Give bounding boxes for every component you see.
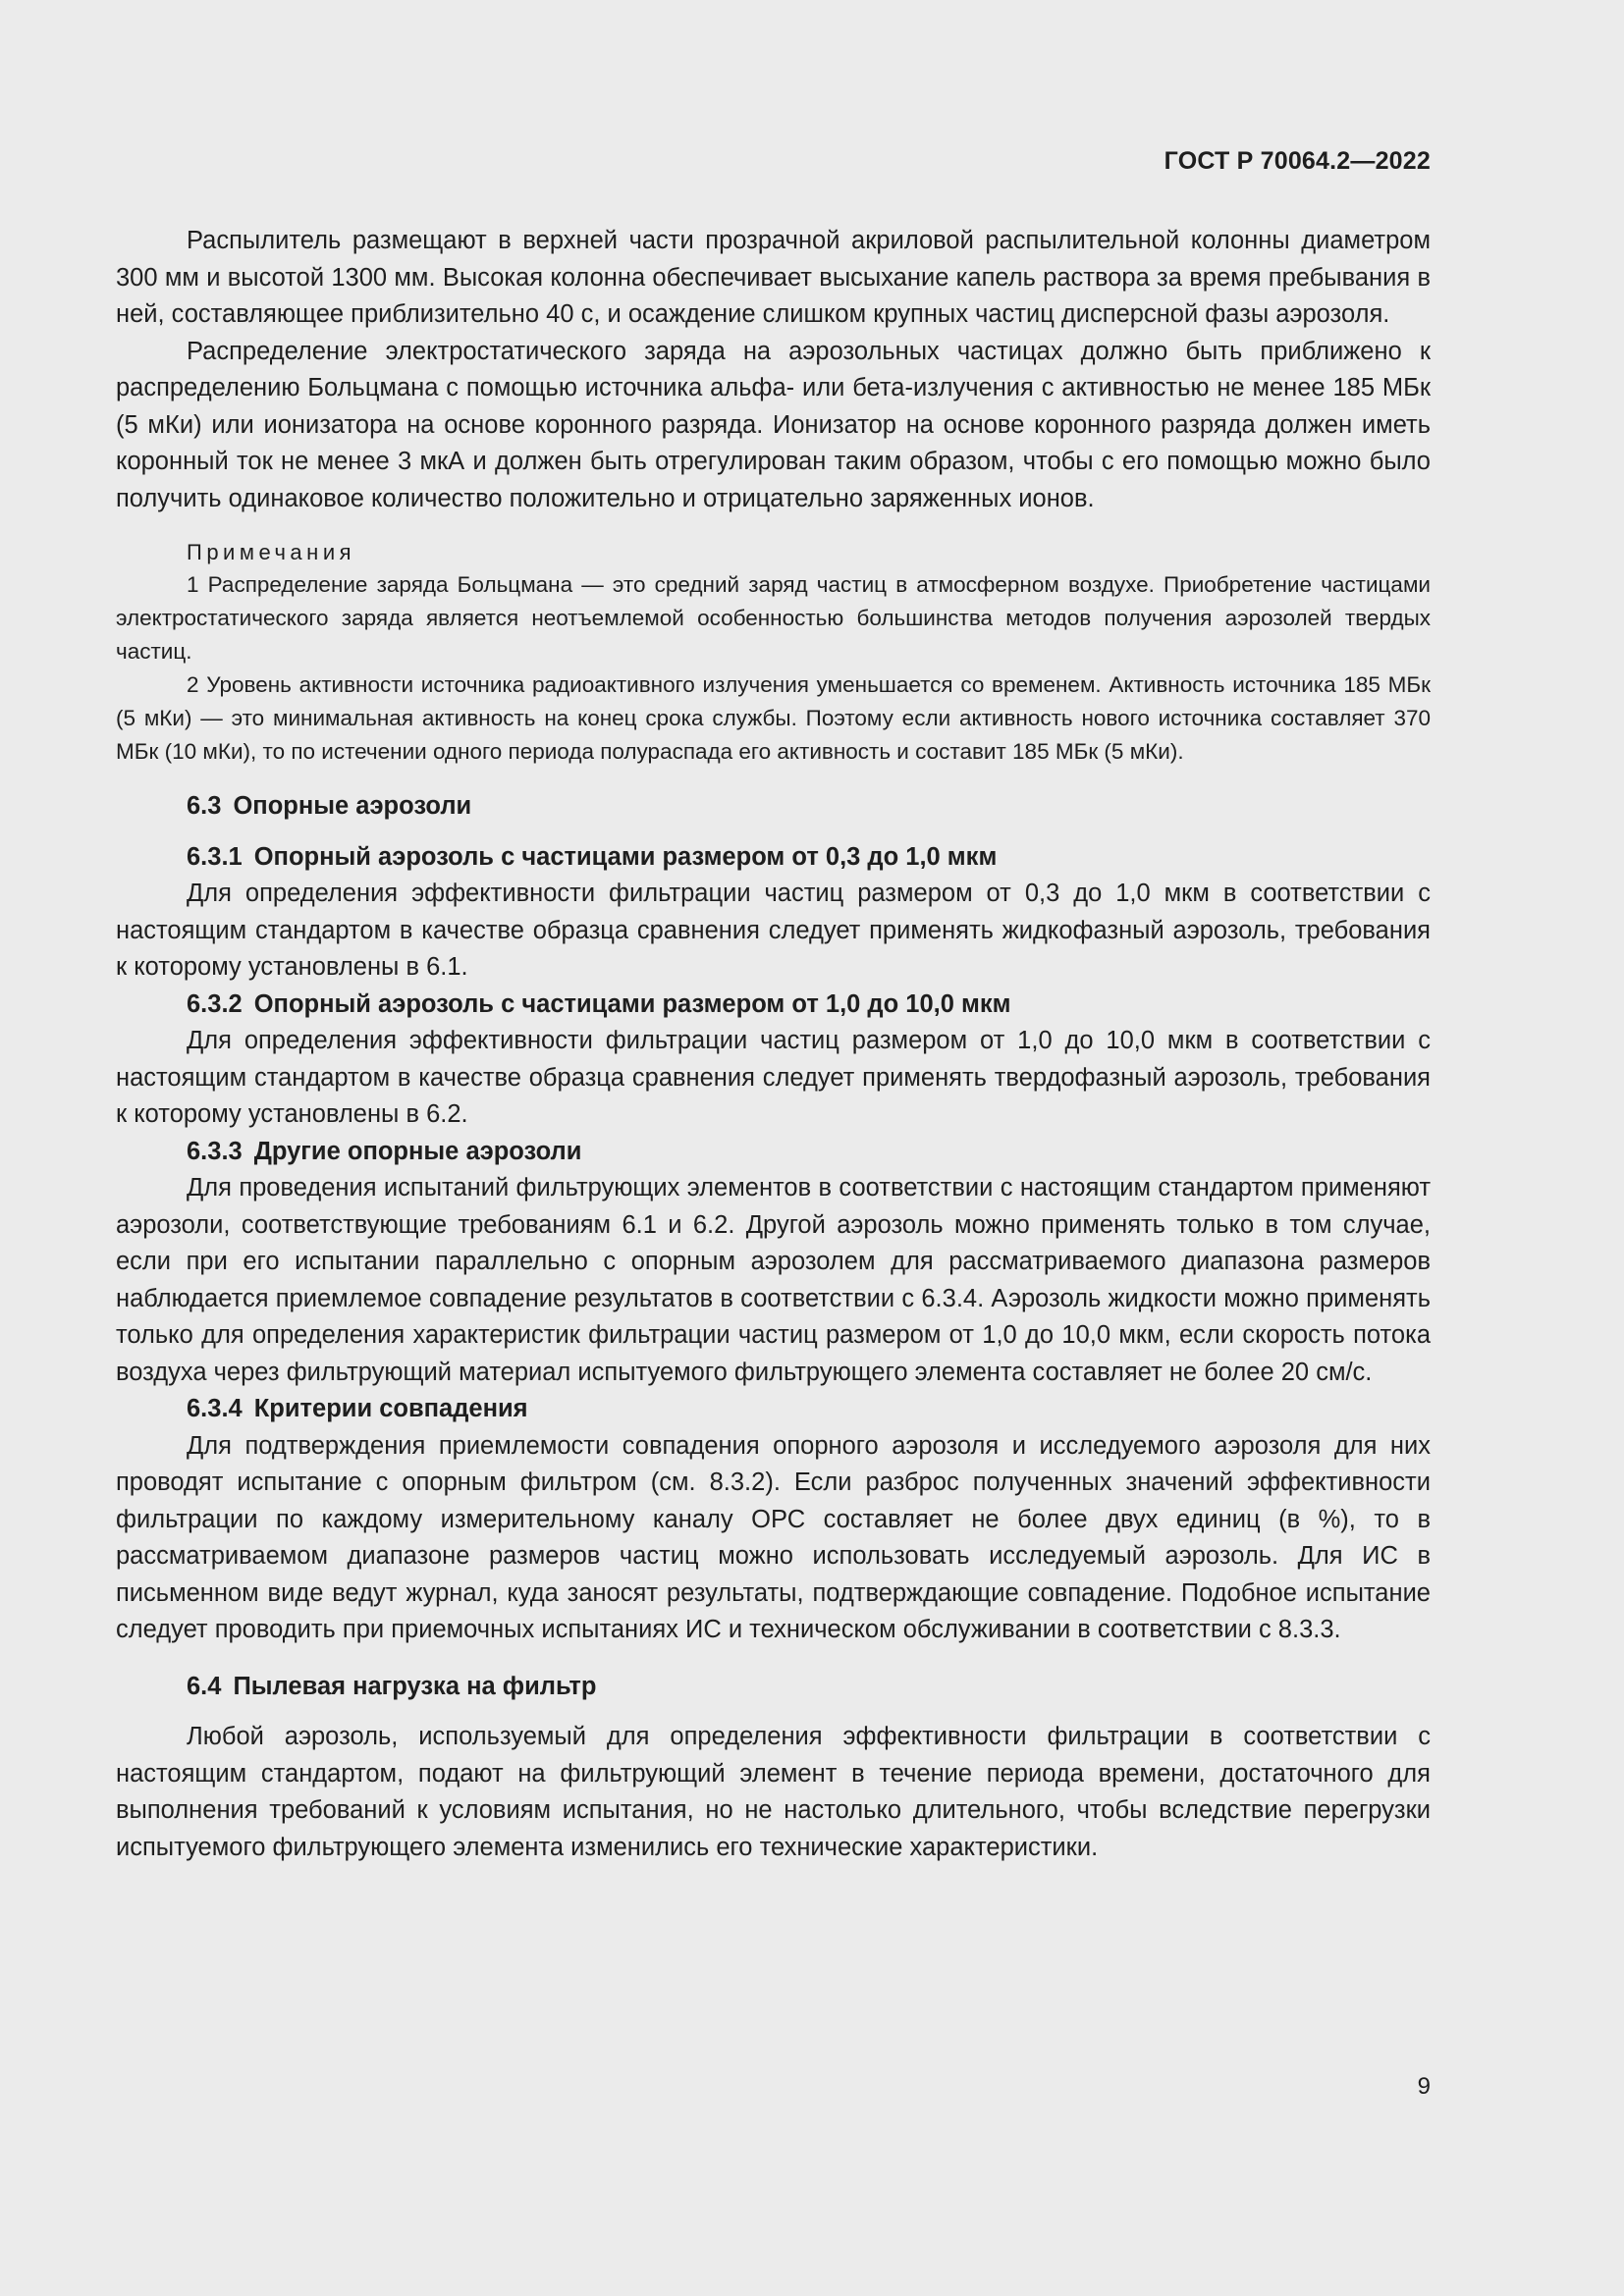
section-text-6-3-1: Для определения эффективности фильтрации частиц размером от 0,3 до 1,0 мкм в соответствии с настоящим стандартом в качестве образца сравнения следует применять жидкофазный аэрозоль, требования к которому установлены в 6.1.	[116, 880, 1431, 981]
section-number: 6.4	[187, 1672, 222, 1700]
paragraph-charge-distribution: Распределение электростатического заряда на аэрозольных частицах должно быть приближено к распределению Больцмана с помощью источника альфа- или бета-излучения с активностью не менее 185 МБк (5 мКи) или ионизатора на основе коронного разряда. Ионизатор на основе коронного разряда должен иметь коронный ток не менее 3 мкА и должен быть отрегулирован таким образом, чтобы с его помощью можно было получить одинаковое количество положительно и отрицательно заряженных ионов.	[116, 337, 1431, 512]
section-heading-6-3-4	[116, 1391, 1431, 1428]
section-heading-6-3-1	[116, 839, 1431, 877]
section-title: Опорный аэрозоль с частицами размером от 1,0 до 10,0 мкм	[253, 989, 1011, 1018]
section-title: Опорные аэрозоли	[233, 792, 472, 820]
section-title: Другие опорные аэрозоли	[253, 1137, 582, 1165]
section-number: 6.3	[187, 792, 222, 820]
section-number: 6.3.1	[187, 842, 243, 871]
paragraph-sprayer: Распылитель размещают в верхней части прозрачной акриловой распылительной колонны диаметром 300 мм и высотой 1300 мм. Высокая колонна обеспечивает высыхание капель раствора за время пребывания в ней, составляющее приблизительно 40 с, и осаждение слишком крупных частиц дисперсной фазы аэрозоля.	[116, 227, 1431, 328]
section-text-6-3-2: Для определения эффективности фильтрации частиц размером от 1,0 до 10,0 мкм в соответствии с настоящим стандартом в качестве образца сравнения следует применять твердофазный аэрозоль, требования к которому установлены в 6.2.	[116, 1027, 1431, 1128]
section-number: 6.3.4	[187, 1395, 243, 1422]
section-number: 6.3.3	[187, 1137, 243, 1165]
section-text-6-3-3: Для проведения испытаний фильтрующих элементов в соответствии с настоящим стандартом применяют аэрозоли, соответствующие требованиям 6.1 и 6.2. Другой аэрозоль можно применять только в том случае, если при его испытании параллельно с опорным аэрозолем для рассматриваемого диапазона размеров наблюдается приемлемое совпадение результатов в соответствии с 6.3.4. Аэрозоль жидкости можно применять только для определения характеристик фильтрации частиц размером от 1,0 до 10,0 мкм, если скорость потока воздуха через фильтрующий материал испытуемого фильтрующего элемента составляет не более 20 см/с.	[116, 1174, 1431, 1386]
standard-header: ГОСТ Р 70064.2—2022	[1164, 147, 1431, 175]
section-heading-6-3-3	[116, 1134, 1431, 1171]
section-heading-6-3-2	[116, 987, 1431, 1024]
section-text-6-4: Любой аэрозоль, используемый для определения эффективности фильтрации в соответствии с настоящим стандартом, подают на фильтрующий элемент в течение периода времени, достаточного для выполнения требований к условиям испытания, но не настолько длительного, чтобы вследствие перегрузки испытуемого фильтрующего элемента изменились его технические характеристики.	[116, 1723, 1431, 1861]
section-title: Опорный аэрозоль с частицами размером от 0,3 до 1,0 мкм	[253, 842, 998, 871]
section-title: Критерии совпадения	[253, 1395, 528, 1422]
page-number: 9	[1417, 2073, 1431, 2100]
section-title: Пылевая нагрузка на фильтр	[233, 1672, 597, 1700]
notes-title: Примечания	[187, 540, 356, 564]
note-1: 1 Распределение заряда Больцмана — это средний заряд частиц в атмосферном воздухе. Приобретение частицами электростатического заряда является неотъемлемой особенностью большинства методов получения аэрозолей твердых частиц.	[116, 572, 1431, 664]
body-text	[116, 223, 1431, 1866]
section-heading-6-4	[116, 1669, 1431, 1706]
section-number: 6.3.2	[187, 989, 243, 1018]
section-heading-6-3	[116, 788, 1431, 826]
section-text-6-3-4: Для подтверждения приемлемости совпадения опорного аэрозоля и исследуемого аэрозоля для них проводят испытание с опорным фильтром (см. 8.3.2). Если разброс полученных значений эффективности фильтрации по каждому измерительному каналу ОРС составляет не более двух единиц (в %), то в рассматриваемом диапазоне размеров частиц можно использовать исследуемый аэрозоль. Для ИС в письменном виде ведут журнал, куда заносят результаты, подтверждающие совпадение. Подобное испытание следует проводить при приемочных испытаниях ИС и техническом обслуживании в соответствии с 8.3.3.	[116, 1431, 1431, 1643]
note-2: 2 Уровень активности источника радиоактивного излучения уменьшается со временем. Активность источника 185 МБк (5 мКи) — это минимальная активность на конец срока службы. Поэтому если активность нового источника составляет 370 МБк (10 мКи), то по истечении одного периода полураспада его активность и составит 185 МБк (5 мКи).	[116, 672, 1431, 764]
